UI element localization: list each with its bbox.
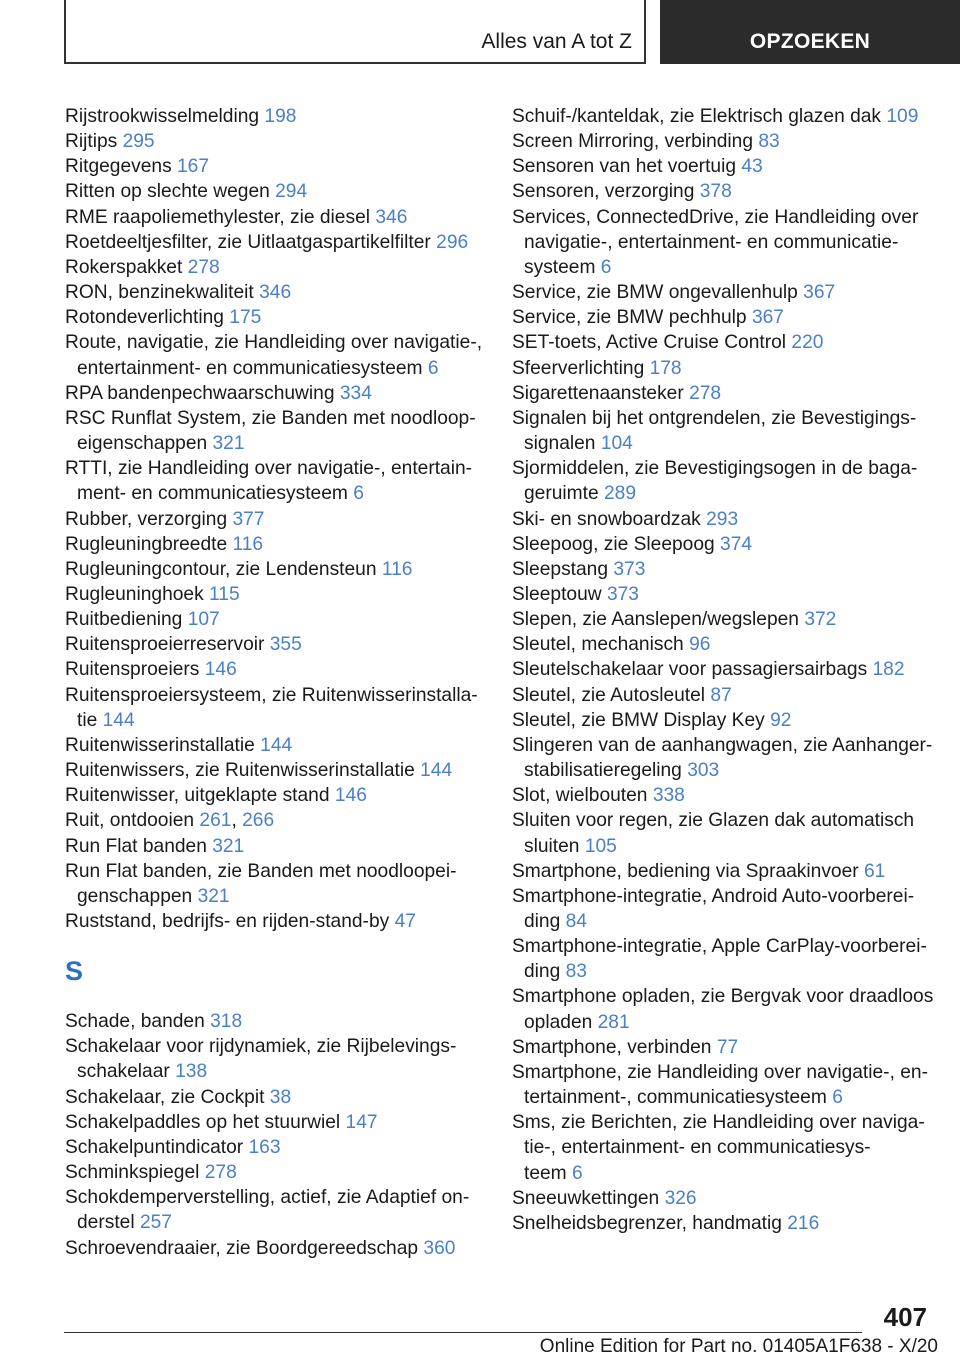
index-entry (512, 129, 932, 154)
index-entry (65, 532, 485, 557)
page-link[interactable]: 104 (600, 433, 633, 455)
entry-term: Sensoren, verzorging (512, 181, 695, 203)
entry-term-continued: sluiten (524, 835, 580, 857)
footer-edition: Online Edition for Part no. 01405A1F638 - X/20 (539, 1336, 938, 1357)
header-tab[interactable] (660, 0, 960, 64)
index-entry (512, 632, 932, 657)
index-entry (512, 406, 932, 456)
index-entry (65, 1185, 485, 1235)
page-link[interactable]: 295 (122, 131, 155, 153)
entry-term: Sleutel, zie BMW Display Key (512, 709, 765, 731)
page-link[interactable]: 6 (353, 483, 364, 505)
entry-term: Schakelpaddles op het stuurwiel (65, 1111, 341, 1133)
index-entry (512, 1110, 932, 1185)
index-entry (65, 557, 485, 582)
page-link[interactable]: 289 (604, 483, 637, 505)
page-link[interactable]: 326 (664, 1187, 697, 1209)
index-entry (512, 808, 932, 858)
entry-term: Slepen, zie Aanslepen/wegslepen (512, 609, 799, 631)
entry-term-continued: ding (524, 911, 561, 932)
entry-term: Smartphone opladen, zie Bergvak voor draadloos (512, 986, 934, 1008)
index-entry (65, 280, 485, 305)
entry-term: Screen Mirroring, verbinding (512, 131, 754, 153)
entry-term: Sleepstang (512, 558, 609, 580)
index-entry (65, 406, 485, 456)
page-link[interactable]: 6 (832, 1087, 843, 1109)
entry-term: Schminkspiegel (65, 1162, 200, 1184)
entry-term: RON, benzinekwaliteit (65, 282, 254, 304)
entry-term-continued: entertainment- en communicatiesysteem (77, 357, 423, 379)
page-link[interactable]: 321 (212, 433, 245, 455)
entry-term: Sleeptouw (512, 583, 602, 605)
page-link[interactable]: 321 (197, 885, 230, 907)
page-link[interactable]: 346 (375, 206, 408, 228)
index-entry (512, 859, 932, 884)
entry-term-continued: navigatie-, entertainment- en communicatie- (524, 231, 899, 253)
entry-term: Rubber, verzorging (65, 508, 228, 530)
entry-term-continued: tie-, entertainment- en communicatiesys- (524, 1137, 871, 1159)
entry-term: Snelheidsbegrenzer, handmatig (512, 1212, 782, 1234)
entry-term: RSC Runflat System, zie Banden met noodloop- (65, 407, 476, 429)
entry-term: Sleutelschakelaar voor passagiersairbags (512, 659, 868, 681)
entry-term-continued: schakelaar (77, 1061, 170, 1083)
entry-term: Roetdeeltjesfilter, zie Uitlaatgaspartikelfilter (65, 231, 431, 253)
entry-term: Service, zie BMW pechhulp (512, 307, 747, 329)
entry-term: Sleutel, zie Autosleutel (512, 684, 706, 706)
entry-term: Services, ConnectedDrive, zie Handleiding over (512, 206, 919, 228)
page-link[interactable]: 278 (689, 382, 722, 404)
entry-term: Ruit, ontdooien (65, 810, 195, 832)
page-link[interactable]: 115 (209, 583, 240, 605)
page-link[interactable]: 318 (210, 1011, 243, 1033)
entry-term: Schokdemperverstelling, actief, zie Adaptief on- (65, 1187, 470, 1209)
page-link[interactable]: 146 (204, 659, 237, 681)
entry-term-continued: genschappen (77, 885, 193, 907)
index-entry (65, 456, 485, 506)
index-entry (512, 884, 932, 934)
index-entry (65, 1160, 485, 1185)
page-link[interactable]: 261 (199, 810, 232, 832)
index-entry (512, 657, 932, 682)
entry-term: Rijtips (65, 131, 118, 153)
page-link[interactable]: 220 (791, 332, 824, 354)
page-link[interactable]: 334 (339, 382, 372, 404)
entry-term-continued: geruimte (524, 483, 599, 505)
page-link[interactable]: 338 (652, 785, 685, 807)
index-entry (512, 305, 932, 330)
page-link[interactable]: 167 (177, 156, 210, 178)
entry-term: RME raapoliemethylester, zie diesel (65, 206, 371, 228)
index-entry (512, 934, 932, 984)
index-entry (512, 356, 932, 381)
index-entry (65, 632, 485, 657)
page-link[interactable]: 105 (584, 835, 617, 857)
entry-term: Sjormiddelen, zie Bevestigingsogen in de baga- (512, 458, 918, 480)
entry-term: Rijstrookwisselmelding (65, 106, 260, 127)
page-link[interactable]: 374 (720, 533, 753, 555)
page-link[interactable]: 43 (741, 156, 763, 178)
index-entry (512, 582, 932, 607)
entry-term: Sfeerverlichting (512, 357, 645, 379)
index-entry (65, 381, 485, 406)
index-entry (512, 607, 932, 632)
entry-term: Slot, wielbouten (512, 785, 648, 807)
page-link[interactable]: 294 (275, 181, 308, 203)
page-link[interactable]: 278 (187, 256, 220, 278)
entry-term-continued: ding (524, 961, 561, 983)
index-entry (512, 1060, 932, 1110)
entry-term: RTTI, zie Handleiding over navigatie-, entertain- (65, 458, 473, 480)
page-link[interactable]: 216 (787, 1212, 820, 1234)
index-entry (512, 1186, 932, 1211)
index-entry (512, 330, 932, 355)
entry-term: Rugleuningcontour, zie Lendensteun (65, 558, 377, 580)
page-link[interactable]: 373 (613, 558, 646, 580)
entry-term: Service, zie BMW ongevallenhulp (512, 282, 798, 304)
entry-term: Ruitensproeierreservoir (65, 634, 265, 656)
entry-term: Sneeuwkettingen (512, 1187, 660, 1209)
page-link[interactable]: 144 (260, 734, 293, 756)
page-link[interactable]: 87 (710, 684, 732, 706)
page-link[interactable]: 116 (232, 533, 264, 555)
index-entry (65, 859, 485, 909)
page-link[interactable]: 373 (606, 583, 639, 605)
entry-term: Sigarettenaansteker (512, 382, 684, 404)
page-link[interactable]: 367 (751, 307, 784, 329)
index-entry (65, 129, 485, 154)
page-link[interactable]: 175 (229, 307, 262, 329)
entry-term: Ruststand, bedrijfs- en rijden-stand-by (65, 911, 390, 932)
entry-term-continued: tie (77, 709, 98, 731)
entry-term: Ruitenwissers, zie Ruitenwisserinstallatie (65, 760, 415, 782)
index-entry (65, 305, 485, 330)
entry-term: Ruitbediening (65, 609, 183, 631)
entry-term: Schakelaar voor rijdynamiek, zie Rijbelevings- (65, 1036, 457, 1058)
index-entry (65, 507, 485, 532)
index-entry (65, 909, 485, 934)
entry-term-continued: ment- en communicatiesysteem (77, 483, 348, 505)
page-link[interactable]: 96 (689, 634, 711, 656)
page-link[interactable]: 321 (212, 835, 245, 857)
entry-term-continued: opladen (524, 1011, 593, 1033)
page-link[interactable]: 144 (420, 760, 453, 782)
page-link[interactable]: 6 (600, 256, 612, 278)
index-entry (512, 280, 932, 305)
index-entry (65, 733, 485, 758)
entry-term: Schakelpuntindicator (65, 1136, 244, 1158)
entry-term: Schuif-/kanteldak, zie Elektrisch glazen dak (512, 106, 882, 127)
entry-term: Sensoren van het voertuig (512, 156, 737, 178)
page-link[interactable]: 266 (242, 810, 275, 832)
page-link[interactable]: 378 (699, 181, 732, 203)
index-entry (65, 230, 485, 255)
index-entry (65, 783, 485, 808)
page-link[interactable]: 198 (264, 106, 297, 127)
page-link[interactable]: 147 (345, 1111, 378, 1133)
page-link[interactable]: 146 (334, 785, 367, 807)
page-link[interactable]: 47 (394, 911, 416, 932)
page-link[interactable]: 355 (269, 634, 302, 656)
index-entry (512, 154, 932, 179)
entry-term: Schakelaar, zie Cockpit (65, 1086, 265, 1108)
index-entry (65, 607, 485, 632)
entry-term-continued: derstel (77, 1212, 135, 1234)
entry-term: Schroevendraaier, zie Boordgereedschap (65, 1237, 419, 1259)
header-section-box (64, 0, 646, 64)
index-entry (65, 1236, 485, 1261)
index-entry (65, 205, 485, 230)
entry-term: Rugleuningbreedte (65, 533, 228, 555)
footer-divider (64, 1332, 862, 1333)
index-entry (512, 557, 932, 582)
index-entry (65, 657, 485, 682)
entry-term: Ritgegevens (65, 156, 172, 178)
index-entry (512, 205, 932, 280)
page-link[interactable]: 296 (436, 231, 469, 253)
entry-term: Rugleuninghoek (65, 583, 204, 605)
entry-term: Sleutel, mechanisch (512, 634, 684, 656)
index-entry (65, 104, 485, 129)
entry-term: Smartphone-integratie, Android Auto-voorberei- (512, 885, 915, 907)
index-entry (65, 758, 485, 783)
page-link[interactable]: 257 (139, 1212, 172, 1234)
index-entry (65, 1009, 485, 1034)
entry-term: Sleepoog, zie Sleepoog (512, 533, 715, 555)
entry-term: Smartphone, bediening via Spraakinvoer (512, 860, 859, 882)
page-link[interactable]: 293 (706, 508, 739, 530)
entry-term-continued: teem (524, 1162, 567, 1184)
entry-term: Run Flat banden, zie Banden met noodloopei- (65, 860, 457, 882)
page-link[interactable]: 92 (770, 709, 792, 731)
page-link[interactable]: 83 (758, 131, 780, 153)
page-link[interactable]: 278 (204, 1162, 237, 1184)
page-link[interactable]: 6 (572, 1162, 583, 1184)
index-entry (65, 834, 485, 859)
entry-term: Run Flat banden (65, 835, 207, 857)
index-entry (65, 255, 485, 280)
index-entry (512, 984, 932, 1034)
page-link[interactable]: 346 (259, 282, 292, 304)
page-link[interactable]: 163 (248, 1136, 281, 1158)
entry-term: Sms, zie Berichten, zie Handleiding over naviga- (512, 1112, 925, 1134)
index-entry (512, 179, 932, 204)
index-entry (512, 683, 932, 708)
entry-term: Ruitensproeiers (65, 659, 200, 681)
page-link[interactable]: 144 (102, 709, 135, 731)
index-entry (512, 1211, 932, 1236)
entry-term: Signalen bij het ontgrendelen, zie Bevestigings- (512, 407, 917, 429)
page-link[interactable]: 84 (565, 911, 587, 932)
entry-term-continued: systeem (524, 256, 596, 278)
entry-term: Ritten op slechte wegen (65, 181, 270, 203)
index-column-left (65, 104, 485, 1261)
entry-term: SET-toets, Active Cruise Control (512, 332, 787, 354)
page-link[interactable]: 281 (597, 1011, 630, 1033)
index-entry: Ruit, ontdooien 261, 266 (65, 810, 275, 832)
entry-term: Route, navigatie, zie Handleiding over navigatie-, (65, 332, 483, 354)
page-link[interactable]: 367 (803, 282, 836, 304)
page-link[interactable]: 360 (423, 1237, 456, 1259)
page-link[interactable]: 138 (175, 1061, 208, 1083)
index-entry (65, 582, 485, 607)
entry-term: Smartphone, zie Handleiding over navigatie-, en- (512, 1061, 928, 1083)
index-entry (512, 507, 932, 532)
page-link[interactable]: 178 (649, 357, 682, 379)
entry-term: Slingeren van de aanhangwagen, zie Aanhanger- (512, 734, 933, 756)
index-entry (65, 683, 485, 733)
index-entry (512, 783, 932, 808)
entry-term-continued: signalen (524, 433, 596, 455)
section-heading: S (65, 956, 84, 987)
index-entry (65, 179, 485, 204)
entry-term: RPA bandenpechwaarschuwing (65, 382, 335, 404)
index-entry (512, 456, 932, 506)
entry-term: Sluiten voor regen, zie Glazen dak automatisch (512, 810, 915, 832)
page-link[interactable]: 77 (716, 1036, 739, 1058)
index-entry (65, 1135, 485, 1160)
index-entry (512, 104, 932, 129)
page-number: 407 (883, 1302, 927, 1332)
page-link[interactable]: 83 (565, 961, 587, 983)
header-section-title: Alles van A tot Z (481, 30, 632, 53)
index-column-right (512, 104, 932, 1236)
header-tab-label: OPZOEKEN (749, 30, 871, 53)
index-entry (512, 708, 932, 733)
index-entry (512, 381, 932, 406)
entry-term: Ski- en snowboardzak (512, 508, 701, 530)
entry-term: Rotondeverlichting (65, 307, 224, 329)
index-entry (65, 330, 485, 380)
page-link[interactable]: 61 (864, 860, 886, 882)
page-link[interactable]: 303 (687, 760, 720, 782)
index-entry (65, 1034, 485, 1084)
entry-term: Ruitenwisserinstallatie (65, 734, 255, 756)
page-link[interactable]: 377 (232, 508, 265, 530)
page-link[interactable]: 372 (804, 609, 837, 631)
index-entry (512, 1035, 932, 1060)
entry-term: Rokerspakket (65, 256, 183, 278)
entry-term: Smartphone, verbinden (512, 1036, 712, 1058)
index-entry (512, 532, 932, 557)
entry-term-continued: eigenschappen (77, 433, 208, 455)
index-entry (65, 154, 485, 179)
page-link[interactable]: 182 (872, 659, 905, 681)
entry-term-continued: stabilisatieregeling (524, 760, 682, 782)
index-entry (65, 1110, 485, 1135)
page-link[interactable]: 116 (381, 558, 413, 580)
index-entry (65, 1085, 485, 1110)
page-link[interactable]: 6 (427, 357, 439, 379)
entry-term: Ruitenwisser, uitgeklapte stand (65, 785, 330, 807)
index-entry (512, 733, 932, 783)
page-link[interactable]: 38 (269, 1086, 292, 1108)
entry-term: Smartphone-integratie, Apple CarPlay-voorberei- (512, 936, 927, 958)
entry-term: Ruitensproeiersysteem, zie Ruitenwisserinstalla- (65, 684, 478, 706)
entry-term: Schade, banden (65, 1011, 205, 1033)
entry-term-continued: tertainment-, communicatiesysteem (524, 1087, 827, 1109)
page-link[interactable]: 109 (886, 106, 919, 127)
page-link[interactable]: 107 (187, 609, 220, 631)
